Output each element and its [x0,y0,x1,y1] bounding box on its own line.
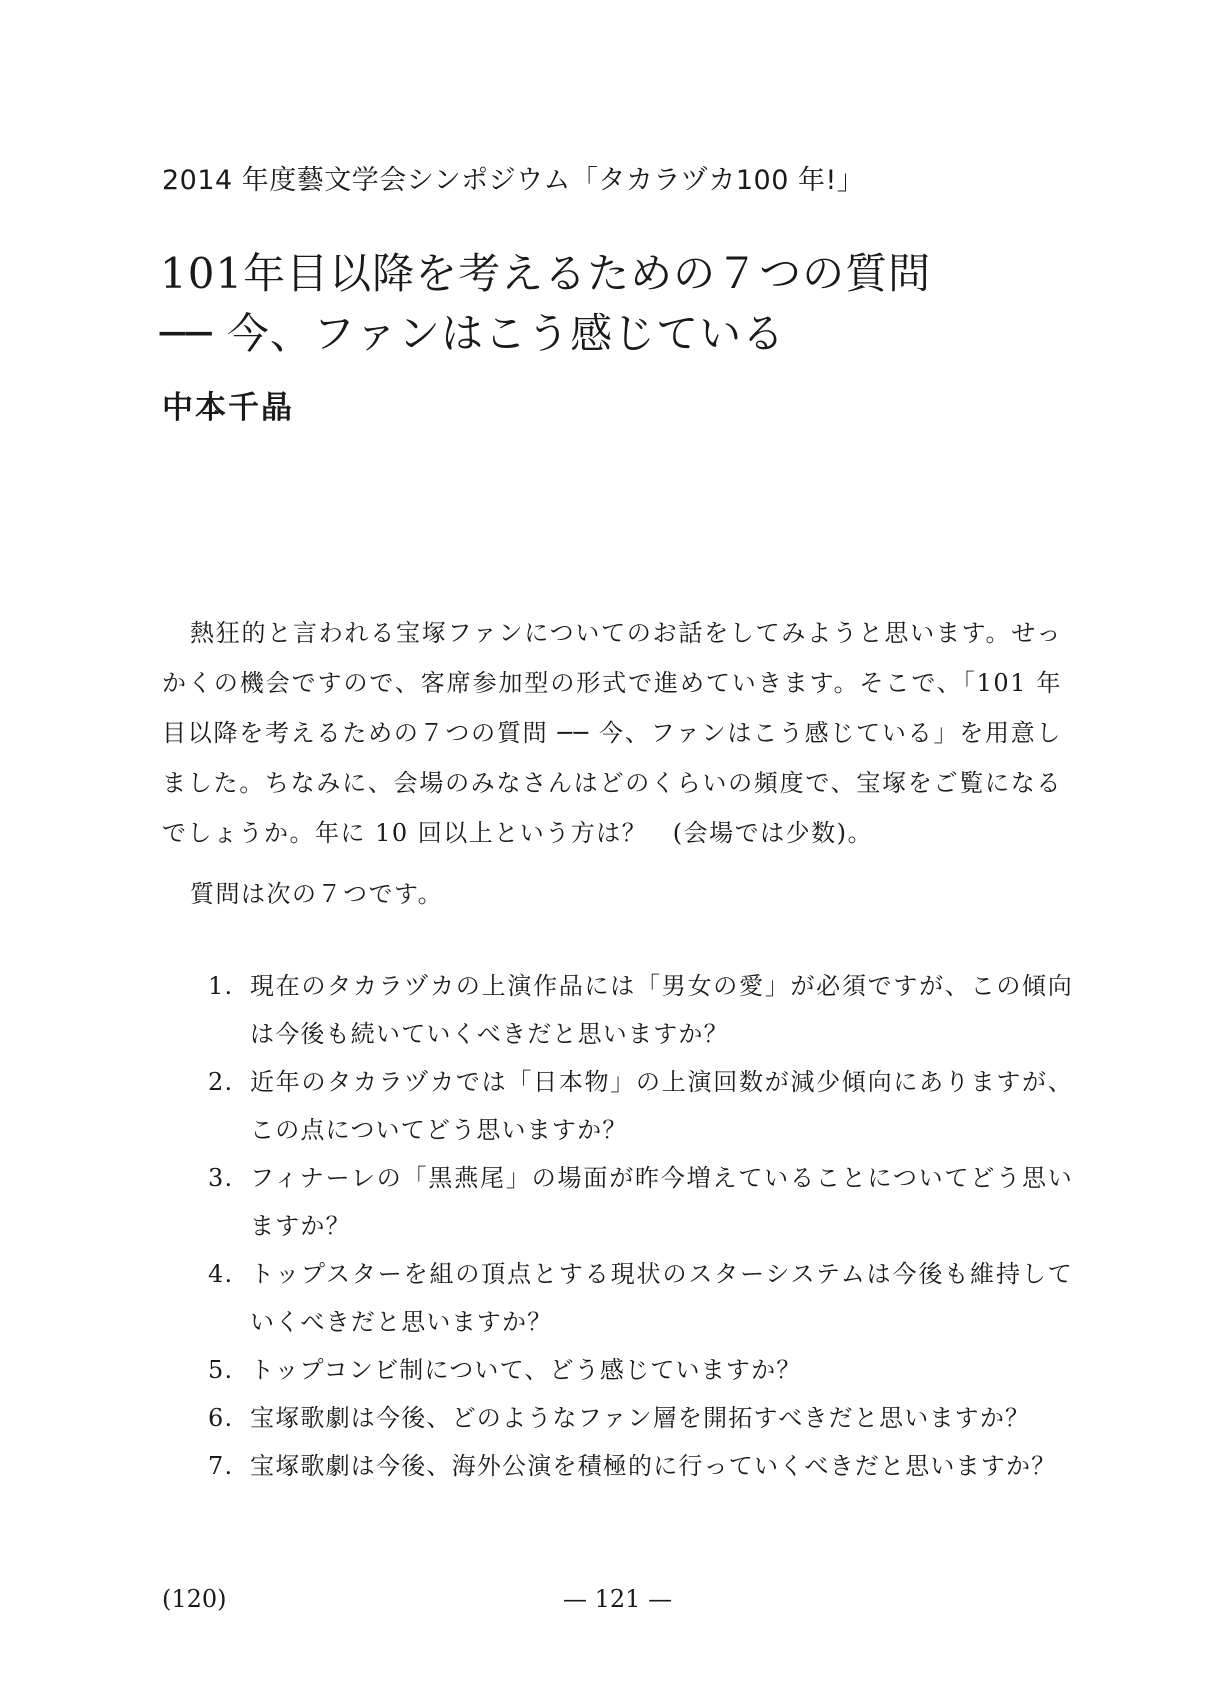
list-item [208,1058,1073,1154]
question-text: トップスターを組の頂点とする現状のスターシステムは今後も維持していくべきだと思いますか？ [250,1260,1073,1336]
questions-list [208,962,1073,1490]
questions-lead: 質問は次の７つです。 [190,880,444,908]
question-text: 近年のタカラヅカでは「日本物」の上演回数が減少傾向にありますが、この点についてどう思いますか？ [250,1068,1073,1144]
list-item [208,1346,1073,1394]
list-item [208,1154,1073,1250]
list-item [208,1394,1073,1442]
series-label: 2014 年度藝文学会シンポジウム「タカラヅカ100 年!」 [162,165,865,196]
question-number: 3. [208,1164,234,1192]
question-text: 宝塚歌劇は今後、海外公演を積極的に行っていくべきだと思いますか？ [250,1452,1057,1480]
question-text: 現在のタカラヅカの上演作品には「男女の愛」が必須ですが、この傾向は今後も続いていくべきだと思いますか？ [250,972,1073,1048]
question-number: 1. [208,972,234,1000]
list-item [208,1250,1073,1346]
intro-paragraph: 熱狂的と言われる宝塚ファンについてのお話をしてみようと思います。せっかくの機会ですので、客席参加型の形式で進めていきます。そこで、「101 年目以降を考えるための７つの質問 ── 今、ファンはこう感じている」を用意しました。ちなみに、会場のみなさんはどのくらいの頻度で、宝塚をご覧になるでしょうか。年に 10 回以上という方は？ (会場では少数)。 [162,619,1062,847]
title-subtitle: ── 今、ファンはこう感じている [160,309,786,358]
question-number: 2. [208,1068,234,1096]
question-number: 5. [208,1356,234,1384]
author-name: 中本千晶 [162,390,294,426]
article-title [160,244,931,364]
question-number: 4. [208,1260,234,1288]
page-number-left: (120) [162,1585,227,1613]
list-item [208,1442,1073,1490]
page-number-center: — 121 — [563,1585,673,1613]
question-text: トップコンビ制について、どう感じていますか？ [250,1356,802,1384]
list-item [208,962,1073,1058]
question-text: フィナーレの「黒燕尾」の場面が昨今増えていることについてどう思いますか？ [250,1164,1073,1240]
title-main: 101年目以降を考えるための７つの質問 [160,249,932,298]
question-text: 宝塚歌劇は今後、どのようなファン層を開拓すべきだと思いますか？ [250,1404,1031,1432]
question-number: 7. [208,1452,234,1480]
body-text [162,608,1062,858]
question-number: 6. [208,1404,234,1432]
